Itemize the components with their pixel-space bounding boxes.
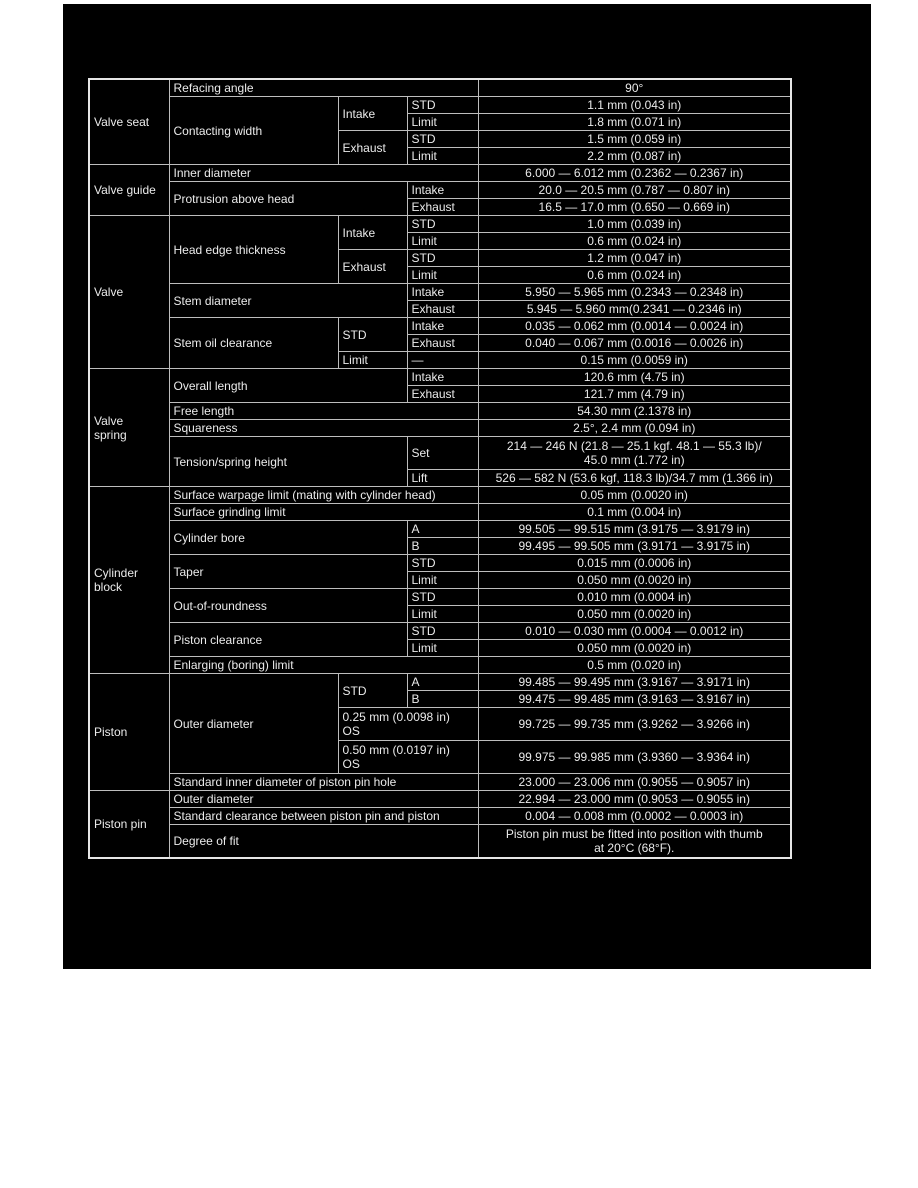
stem-oil-limit-label: Limit (338, 352, 407, 369)
stem-oil-std-intake-value: 0.035 — 0.062 mm (0.0014 — 0.0024 in) (478, 318, 791, 335)
tension-lift-value: 526 — 582 N (53.6 kgf, 118.3 lb)/34.7 mm (1.366 in) (478, 470, 791, 487)
section-piston-label: Piston (89, 674, 169, 791)
guide-inner-diameter-label: Inner diameter (169, 165, 478, 182)
tension-spring-height-label: Tension/spring height (169, 437, 407, 487)
squareness-label: Squareness (169, 420, 478, 437)
tension-set-value (478, 437, 791, 470)
free-length-label: Free length (169, 403, 478, 420)
surface-warpage-value: 0.05 mm (0.0020 in) (478, 487, 791, 504)
cylinder-bore-label: Cylinder bore (169, 521, 407, 555)
head-edge-intake-label: Intake (338, 216, 407, 250)
head-edge-exhaust-std-label: STD (407, 250, 478, 267)
piston-clearance-label: Piston clearance (169, 623, 407, 657)
protrusion-exhaust-label: Exhaust (407, 199, 478, 216)
stem-oil-limit-value: 0.15 mm (0.0059 in) (478, 352, 791, 369)
surface-grinding-value: 0.1 mm (0.004 in) (478, 504, 791, 521)
protrusion-intake-value: 20.0 — 20.5 mm (0.787 — 0.807 in) (478, 182, 791, 199)
cylinder-bore-b-label: B (407, 538, 478, 555)
overall-length-label: Overall length (169, 369, 407, 403)
piston-od-std-a-label: A (407, 674, 478, 691)
piston-od-os025-label-line2: OS (342, 724, 360, 738)
piston-od-os050-value: 99.975 — 99.985 mm (3.9360 — 3.9364 in) (478, 741, 791, 774)
head-edge-exhaust-label: Exhaust (338, 250, 407, 284)
pin-clearance-label: Standard clearance between piston pin and piston (169, 808, 478, 825)
head-edge-exhaust-limit-value: 0.6 mm (0.024 in) (478, 267, 791, 284)
contacting-width-intake-std-label: STD (407, 97, 478, 114)
taper-std-label: STD (407, 555, 478, 572)
piston-od-std-b-value: 99.475 — 99.485 mm (3.9163 — 3.9167 in) (478, 691, 791, 708)
surface-grinding-label: Surface grinding limit (169, 504, 478, 521)
cylinder-block-label-line1: Cylinder (94, 566, 139, 580)
piston-pin-hole-value: 23.000 — 23.006 mm (0.9055 — 0.9057 in) (478, 774, 791, 791)
enlarging-limit-label: Enlarging (boring) limit (169, 657, 478, 674)
head-edge-intake-limit-value: 0.6 mm (0.024 in) (478, 233, 791, 250)
engine-specifications-table (88, 78, 792, 859)
tension-set-label: Set (407, 437, 478, 470)
piston-od-os025-value: 99.725 — 99.735 mm (3.9262 — 3.9266 in) (478, 708, 791, 741)
degree-of-fit-value (478, 825, 791, 859)
contacting-width-exhaust-limit-label: Limit (407, 148, 478, 165)
refacing-angle-value: 90° (478, 79, 791, 97)
overall-length-intake-value: 120.6 mm (4.75 in) (478, 369, 791, 386)
section-valve-seat-label: Valve seat (89, 79, 169, 165)
pin-clearance-value: 0.004 — 0.008 mm (0.0002 — 0.0003 in) (478, 808, 791, 825)
section-piston-pin-label: Piston pin (89, 791, 169, 859)
piston-od-os050-label (338, 741, 478, 774)
piston-od-std-label: STD (338, 674, 407, 708)
contacting-width-intake-std-value: 1.1 mm (0.043 in) (478, 97, 791, 114)
degree-of-fit-label: Degree of fit (169, 825, 478, 859)
overall-length-intake-label: Intake (407, 369, 478, 386)
piston-od-os050-label-line1: 0.50 mm (0.0197 in) (342, 743, 450, 757)
out-of-roundness-std-value: 0.010 mm (0.0004 in) (478, 589, 791, 606)
stem-diameter-exhaust-label: Exhaust (407, 301, 478, 318)
stem-diameter-intake-value: 5.950 — 5.965 mm (0.2343 — 0.2348 in) (478, 284, 791, 301)
piston-od-os025-label (338, 708, 478, 741)
piston-clearance-std-label: STD (407, 623, 478, 640)
stem-oil-std-intake-label: Intake (407, 318, 478, 335)
degree-of-fit-value-line2: at 20°C (68°F). (594, 841, 675, 855)
stem-diameter-exhaust-value: 5.945 — 5.960 mm(0.2341 — 0.2346 in) (478, 301, 791, 318)
protrusion-intake-label: Intake (407, 182, 478, 199)
head-edge-intake-std-value: 1.0 mm (0.039 in) (478, 216, 791, 233)
valve-spring-label-line1: Valve (94, 413, 124, 428)
cylinder-block-label-line2: block (94, 580, 123, 594)
head-edge-thickness-label: Head edge thickness (169, 216, 338, 284)
piston-clearance-std-value: 0.010 — 0.030 mm (0.0004 — 0.0012 in) (478, 623, 791, 640)
scanned-manual-page (63, 4, 871, 969)
contacting-width-intake-label: Intake (338, 97, 407, 131)
section-valve-spring-label (89, 369, 169, 487)
stem-oil-std-exhaust-value: 0.040 — 0.067 mm (0.0016 — 0.0026 in) (478, 335, 791, 352)
cylinder-bore-a-value: 99.505 — 99.515 mm (3.9175 — 3.9179 in) (478, 521, 791, 538)
contacting-width-exhaust-std-value: 1.5 mm (0.059 in) (478, 131, 791, 148)
stem-oil-std-label: STD (338, 318, 407, 352)
free-length-value: 54.30 mm (2.1378 in) (478, 403, 791, 420)
cylinder-bore-a-label: A (407, 521, 478, 538)
refacing-angle-label: Refacing angle (169, 79, 478, 97)
tension-set-value-line1: 214 — 246 N (21.8 — 25.1 kgf. 48.1 — 55.3 lb)/ (506, 439, 762, 453)
contacting-width-intake-limit-label: Limit (407, 114, 478, 131)
cylinder-bore-b-value: 99.495 — 99.505 mm (3.9171 — 3.9175 in) (478, 538, 791, 555)
stem-oil-clearance-label: Stem oil clearance (169, 318, 338, 369)
pin-outer-diameter-value: 22.994 — 23.000 mm (0.9053 — 0.9055 in) (478, 791, 791, 808)
piston-outer-diameter-label: Outer diameter (169, 674, 338, 774)
taper-std-value: 0.015 mm (0.0006 in) (478, 555, 791, 572)
stem-diameter-intake-label: Intake (407, 284, 478, 301)
degree-of-fit-value-line1: Piston pin must be fitted into position with thumb (505, 827, 763, 841)
overall-length-exhaust-label: Exhaust (407, 386, 478, 403)
stem-oil-std-exhaust-label: Exhaust (407, 335, 478, 352)
piston-pin-hole-label: Standard inner diameter of piston pin hole (169, 774, 478, 791)
piston-clearance-limit-label: Limit (407, 640, 478, 657)
protrusion-label: Protrusion above head (169, 182, 407, 216)
out-of-roundness-limit-label: Limit (407, 606, 478, 623)
taper-limit-label: Limit (407, 572, 478, 589)
head-edge-intake-limit-label: Limit (407, 233, 478, 250)
tension-set-value-line2: 45.0 mm (1.772 in) (583, 453, 685, 467)
contacting-width-intake-limit-value: 1.8 mm (0.071 in) (478, 114, 791, 131)
pin-outer-diameter-label: Outer diameter (169, 791, 478, 808)
taper-limit-value: 0.050 mm (0.0020 in) (478, 572, 791, 589)
piston-od-os025-label-line1: 0.25 mm (0.0098 in) (342, 710, 450, 724)
piston-od-std-b-label: B (407, 691, 478, 708)
piston-clearance-limit-value: 0.050 mm (0.0020 in) (478, 640, 791, 657)
section-valve-guide-label: Valve guide (89, 165, 169, 216)
section-valve-label: Valve (89, 216, 169, 369)
head-edge-intake-std-label: STD (407, 216, 478, 233)
piston-od-os050-label-line2: OS (342, 757, 360, 771)
out-of-roundness-std-label: STD (407, 589, 478, 606)
contacting-width-exhaust-std-label: STD (407, 131, 478, 148)
out-of-roundness-limit-value: 0.050 mm (0.0020 in) (478, 606, 791, 623)
enlarging-limit-value: 0.5 mm (0.020 in) (478, 657, 791, 674)
valve-spring-label-line2: spring (94, 427, 127, 442)
head-edge-exhaust-std-value: 1.2 mm (0.047 in) (478, 250, 791, 267)
taper-label: Taper (169, 555, 407, 589)
stem-oil-limit-dash: — (407, 352, 478, 369)
overall-length-exhaust-value: 121.7 mm (4.79 in) (478, 386, 791, 403)
contacting-width-label: Contacting width (169, 97, 338, 165)
protrusion-exhaust-value: 16.5 — 17.0 mm (0.650 — 0.669 in) (478, 199, 791, 216)
head-edge-exhaust-limit-label: Limit (407, 267, 478, 284)
tension-lift-label: Lift (407, 470, 478, 487)
out-of-roundness-label: Out-of-roundness (169, 589, 407, 623)
contacting-width-exhaust-label: Exhaust (338, 131, 407, 165)
piston-od-std-a-value: 99.485 — 99.495 mm (3.9167 — 3.9171 in) (478, 674, 791, 691)
squareness-value: 2.5°, 2.4 mm (0.094 in) (478, 420, 791, 437)
surface-warpage-label: Surface warpage limit (mating with cylinder head) (169, 487, 478, 504)
guide-inner-diameter-value: 6.000 — 6.012 mm (0.2362 — 0.2367 in) (478, 165, 791, 182)
section-cylinder-block-label (89, 487, 169, 674)
stem-diameter-label: Stem diameter (169, 284, 407, 318)
contacting-width-exhaust-limit-value: 2.2 mm (0.087 in) (478, 148, 791, 165)
